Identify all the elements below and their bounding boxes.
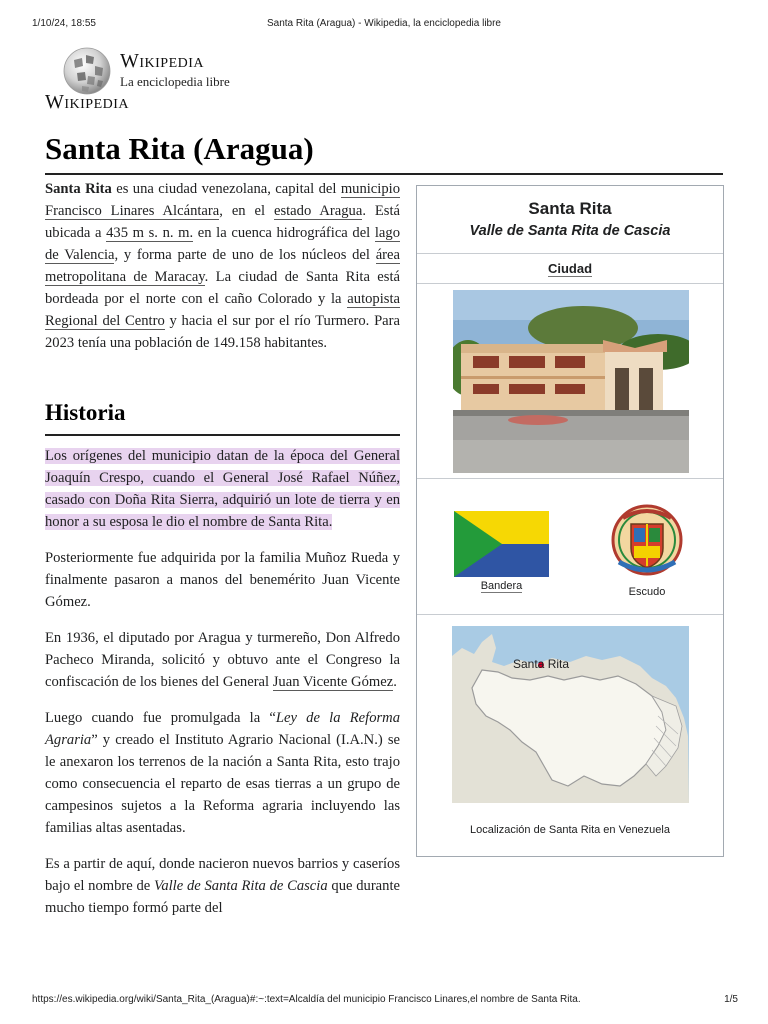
infobox-type-link[interactable]: Ciudad <box>547 261 593 276</box>
history-paragraph <box>45 547 400 613</box>
wikipedia-wordmark[interactable]: Wikipedia <box>120 50 205 72</box>
text-run: en la cuenca hidrográfica del <box>193 225 375 241</box>
text-run: Valle de Santa Rita de Cascia <box>154 878 328 894</box>
print-timestamp: 1/10/24, 18:55 <box>32 18 96 29</box>
print-url: https://es.wikipedia.org/wiki/Santa_Rita_(Aragua)#:~:text=Alcaldía del municipio Francisco Linares,el nombre de Santa Rita. <box>32 994 581 1005</box>
article-link[interactable]: Juan Vicente Gómez <box>272 674 394 690</box>
wikipedia-tagline: La enciclopedia libre <box>120 74 230 89</box>
text-run: Posteriormente fue adquirida por la familia Muñoz Rueda y finalmente pasaron a manos del benemérito Juan Vicente Gómez. <box>45 550 400 610</box>
wikipedia-globe-icon[interactable] <box>62 46 112 96</box>
infobox <box>416 185 724 857</box>
history-paragraph <box>45 853 400 919</box>
history-paragraph <box>45 445 400 533</box>
text-run: ” y creado el Instituto Agrario Nacional (I.A.N.) se le anexaron los terrenos de la nación a Santa Rita, esto trajo como consecuencia el reparto de esas tierras a un grupo de campesinos sujetos a la Reforma agraria incluyendo las familias altas asentadas. <box>45 732 400 836</box>
section-heading-historia: Historia <box>45 400 126 425</box>
map-marker-label: Santa Rita <box>513 657 570 671</box>
coat-of-arms-image[interactable] <box>609 504 685 580</box>
coat-of-arms-caption: Escudo <box>628 586 666 598</box>
article-link[interactable]: autopista Regional del Centro <box>45 291 400 329</box>
text-run: En 1936, el diputado por Aragua y turmereño, Don Alfredo Pacheco Miranda, solicitó y obtuvo ante el Congreso la confiscación de los bienes del General <box>45 630 400 690</box>
bold-term: Santa Rita <box>45 181 112 197</box>
article-link[interactable]: municipio Francisco Linares Alcántara <box>45 181 400 219</box>
article-link[interactable]: área metropolitana de Maracay <box>45 247 400 285</box>
location-map[interactable] <box>452 626 689 803</box>
title-divider <box>45 173 723 175</box>
text-run: que durante mucho tiempo formó parte del <box>45 878 400 916</box>
intro-text <box>45 178 400 354</box>
text-run: Los orígenes del municipio datan de la época del General Joaquín Crespo, cuando el General José Rafael Núñez, casado con Doña Rita Sierra, adquirió un lote de tierra y en honor a su esposa le dio el nombre de Santa Rita. <box>45 448 400 530</box>
text-run: , y forma parte de uno de los núcleos del <box>114 247 376 263</box>
history-paragraph <box>45 627 400 693</box>
print-page-title: Santa Rita (Aragua) - Wikipedia, la enciclopedia libre <box>266 18 501 29</box>
text-run: es una ciudad venezolana, capital del <box>111 181 341 197</box>
flag-image[interactable] <box>454 511 549 577</box>
infobox-title: Santa Rita <box>528 199 612 218</box>
city-hall-photo[interactable] <box>453 290 689 473</box>
article-link[interactable]: lago de Valencia <box>45 225 401 263</box>
history-section <box>45 445 400 919</box>
flag-caption <box>454 580 549 592</box>
infobox-divider <box>417 253 723 254</box>
wikipedia-wordmark-secondary[interactable]: Wikipedia <box>45 91 130 113</box>
text-run: Ley de la Reforma Agraria <box>45 710 401 748</box>
infobox-divider <box>417 614 723 615</box>
infobox-type <box>417 261 723 276</box>
text-run: . <box>393 674 397 690</box>
section-divider <box>45 434 400 436</box>
article-link[interactable]: estado Aragua <box>273 203 363 219</box>
infobox-divider <box>417 478 723 479</box>
text-run: . La ciudad de Santa Rita está bordeada por el norte con el caño Colorado y la <box>45 269 400 307</box>
page-title: Santa Rita (Aragua) <box>45 131 314 166</box>
map-caption: Localización de Santa Rita en Venezuela <box>470 824 670 836</box>
print-page-number: 1/5 <box>724 994 738 1005</box>
intro-paragraph <box>45 178 400 354</box>
text-run: , en el <box>219 203 274 219</box>
text-run: y hacia el sur por el río Turmero. Para 2023 tenía una población de 149.158 habitantes. <box>45 313 400 351</box>
article-link[interactable]: 435 m s. n. m. <box>106 225 194 241</box>
infobox-subtitle: Valle de Santa Rita de Cascia <box>469 223 671 239</box>
text-run: Es a partir de aquí, donde nacieron nuevos barrios y caseríos bajo el nombre de <box>45 856 400 894</box>
text-run: . Está ubicada a <box>45 203 401 241</box>
flag-caption-link[interactable]: Bandera <box>480 580 523 592</box>
text-run: Luego cuando fue promulgada la “ <box>45 710 276 726</box>
infobox-divider <box>417 283 723 284</box>
history-paragraph <box>45 707 400 839</box>
